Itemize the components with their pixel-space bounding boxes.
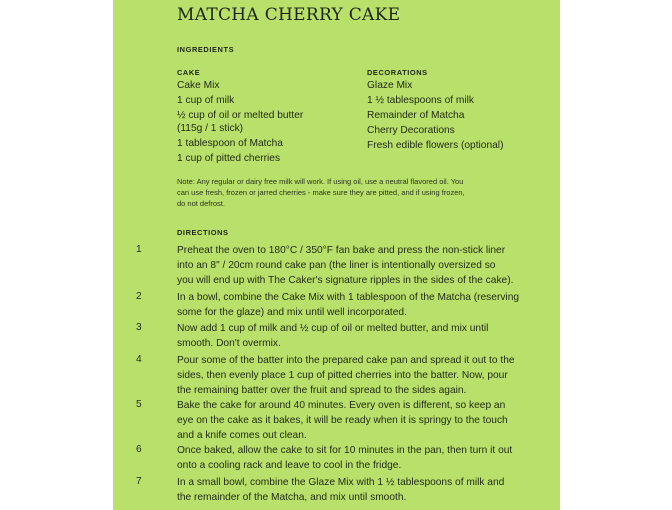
step-number: 2	[136, 291, 142, 302]
decoration-ingredient: Fresh edible flowers (optional)	[367, 140, 504, 151]
step-text	[177, 443, 555, 473]
directions-heading: DIRECTIONS	[177, 228, 229, 237]
note-line: can use fresh, frozen or jarred cherries - make sure they are pitted, and if using frozen,	[177, 188, 465, 197]
step-number: 1	[136, 244, 142, 255]
cake-ingredient: 1 tablespoon of Matcha	[177, 138, 283, 149]
step-number: 5	[136, 399, 142, 410]
decorations-heading: DECORATIONS	[367, 68, 428, 77]
step-text	[177, 290, 555, 320]
recipe-card	[113, 0, 560, 510]
step-text	[177, 321, 555, 351]
step-line: into an 8" / 20cm round cake pan (the liner is intentionally oversized so	[177, 260, 496, 271]
step-line: Pour some of the batter into the prepared cake pan and spread it out to the	[177, 355, 515, 366]
ingredients-heading: INGREDIENTS	[177, 45, 235, 54]
recipe-title: MATCHA CHERRY CAKE	[177, 5, 401, 25]
note-line: Note: Any regular or dairy free milk will work. If using oil, use a neutral flavored oil. You	[177, 177, 464, 186]
step-text	[177, 243, 555, 288]
step-number: 6	[136, 444, 142, 455]
step-line: In a small bowl, combine the Glaze Mix with 1 ½ tablespoons of milk and	[177, 477, 505, 488]
decoration-ingredient: Cherry Decorations	[367, 125, 455, 136]
step-number: 3	[136, 322, 142, 333]
step-line: Once baked, allow the cake to sit for 10 minutes in the pan, then turn it out	[177, 445, 513, 456]
step-text	[177, 475, 555, 505]
cake-ingredient: (115g / 1 stick)	[177, 123, 244, 134]
step-text	[177, 353, 555, 398]
step-line: onto a cooling rack and leave to cool in the fridge.	[177, 460, 402, 471]
step-number: 4	[136, 354, 142, 365]
step-line: smooth. Don't overmix.	[177, 338, 281, 349]
step-line: Preheat the oven to 180°C / 350°F fan bake and press the non-stick liner	[177, 245, 506, 256]
step-line: Bake the cake for around 40 minutes. Every oven is different, so keep an	[177, 400, 506, 411]
cake-ingredient: 1 cup of pitted cherries	[177, 153, 281, 164]
step-line: you will end up with The Caker's signature ripples in the sides of the cake).	[177, 275, 514, 286]
cake-ingredient: ½ cup of oil or melted butter	[177, 110, 304, 121]
step-text	[177, 398, 555, 443]
note-line: do not defrost.	[177, 199, 225, 208]
step-line: the remaining batter over the fruit and spread to the sides again.	[177, 385, 467, 396]
step-number: 7	[136, 476, 142, 487]
recipe-note	[177, 176, 517, 209]
cake-ingredient: 1 cup of milk	[177, 95, 235, 106]
cake-heading: CAKE	[177, 68, 201, 77]
step-line: some for the glaze) and mix until well incorporated.	[177, 307, 407, 318]
step-line: and a knife comes out clean.	[177, 430, 307, 441]
decoration-ingredient: 1 ½ tablespoons of milk	[367, 95, 475, 106]
step-line: sides, then evenly place 1 cup of pitted cherries into the batter. Now, pour	[177, 370, 508, 381]
step-line: Now add 1 cup of milk and ½ cup of oil or melted butter, and mix until	[177, 323, 489, 334]
decoration-ingredient: Glaze Mix	[367, 80, 413, 91]
step-line: In a bowl, combine the Cake Mix with 1 tablespoon of the Matcha (reserving	[177, 292, 520, 303]
step-line: the remainder of the Matcha, and mix until smooth.	[177, 492, 407, 503]
cake-ingredient: Cake Mix	[177, 80, 220, 91]
step-line: eye on the cake as it bakes, it will be ready when it is springy to the touch	[177, 415, 508, 426]
decoration-ingredient: Remainder of Matcha	[367, 110, 465, 121]
